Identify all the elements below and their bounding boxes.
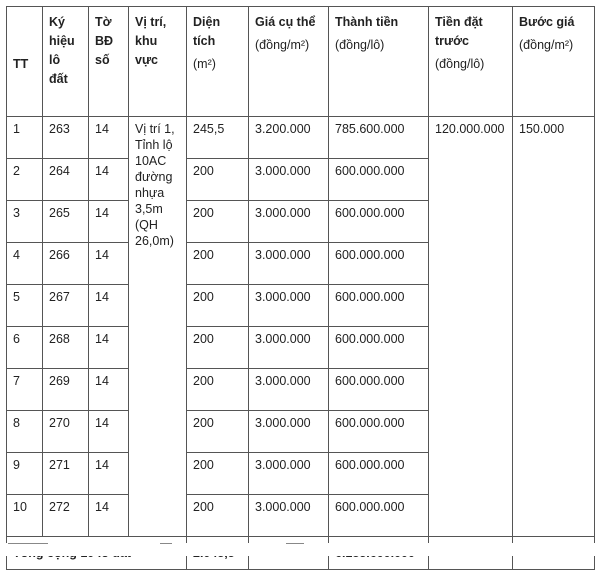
- cell-thanh-tien: 600.000.000: [329, 159, 429, 201]
- cell-tt: 7: [7, 369, 43, 411]
- cell-to: 14: [89, 495, 129, 537]
- cell-dien-tich: 200: [187, 495, 249, 537]
- cell-to: 14: [89, 159, 129, 201]
- cell-tt: 10: [7, 495, 43, 537]
- cell-gia: 3.000.000: [249, 453, 329, 495]
- cell-ky-hieu: 268: [43, 327, 89, 369]
- cell-dien-tich: 200: [187, 243, 249, 285]
- header-row: [7, 7, 595, 117]
- cell-dien-tich: 200: [187, 285, 249, 327]
- header-thanh-tien-unit: (đồng/lô): [335, 38, 385, 52]
- header-thanh-tien: [329, 7, 429, 117]
- header-dien-tich-unit: (m²): [193, 57, 216, 71]
- cell-ky-hieu: 265: [43, 201, 89, 243]
- cell-tt: 1: [7, 117, 43, 159]
- header-tt: TT: [7, 7, 43, 117]
- cell-dien-tich: 245,5: [187, 117, 249, 159]
- cell-tt: 4: [7, 243, 43, 285]
- cell-ky-hieu: 264: [43, 159, 89, 201]
- cell-ky-hieu: 271: [43, 453, 89, 495]
- cell-tt: 2: [7, 159, 43, 201]
- cell-ky-hieu: 267: [43, 285, 89, 327]
- table-body: [7, 117, 595, 537]
- cell-tt: 8: [7, 411, 43, 453]
- cell-to: 14: [89, 327, 129, 369]
- header-buoc-gia-unit: (đồng/m²): [519, 38, 574, 52]
- cell-gia: 3.000.000: [249, 201, 329, 243]
- location-cell: Vị trí 1, Tỉnh lộ 10AC đường nhựa 3,5m (QH 26,0m): [129, 117, 187, 537]
- deposit-cell: 120.000.000: [429, 117, 513, 537]
- cell-to: 14: [89, 201, 129, 243]
- cell-thanh-tien: 600.000.000: [329, 369, 429, 411]
- cell-dien-tich: 200: [187, 453, 249, 495]
- cell-to: 14: [89, 117, 129, 159]
- header-gia-label: Giá cụ thể: [255, 15, 316, 29]
- cell-gia: 3.000.000: [249, 285, 329, 327]
- cell-thanh-tien: 600.000.000: [329, 495, 429, 537]
- cell-thanh-tien: 600.000.000: [329, 411, 429, 453]
- header-thanh-tien-label: Thành tiền: [335, 15, 399, 29]
- cut-off-text-line: [0, 543, 601, 556]
- cell-tt: 6: [7, 327, 43, 369]
- cell-gia: 3.000.000: [249, 369, 329, 411]
- table-row: [7, 117, 595, 159]
- cell-gia: 3.000.000: [249, 327, 329, 369]
- cell-gia: 3.200.000: [249, 117, 329, 159]
- header-ky-hieu: Ký hiệu lô đất: [43, 7, 89, 117]
- cell-thanh-tien: 600.000.000: [329, 327, 429, 369]
- header-buoc-gia: [513, 7, 595, 117]
- header-buoc-gia-label: Bước giá: [519, 15, 575, 29]
- cell-to: 14: [89, 243, 129, 285]
- price-step-cell: 150.000: [513, 117, 595, 537]
- cell-dien-tich: 200: [187, 201, 249, 243]
- cell-ky-hieu: 272: [43, 495, 89, 537]
- cell-gia: 3.000.000: [249, 243, 329, 285]
- cell-ky-hieu: 270: [43, 411, 89, 453]
- cell-gia: 3.000.000: [249, 159, 329, 201]
- header-tien-dat-truoc: [429, 7, 513, 117]
- cell-thanh-tien: 785.600.000: [329, 117, 429, 159]
- cell-dien-tich: 200: [187, 159, 249, 201]
- header-vi-tri: Vị trí, khu vực: [129, 7, 187, 117]
- cell-tt: 3: [7, 201, 43, 243]
- cell-tt: 9: [7, 453, 43, 495]
- header-to-bd: Tờ BĐ số: [89, 7, 129, 117]
- header-tien-dat-truoc-label: Tiền đặt trước: [435, 15, 483, 48]
- cell-thanh-tien: 600.000.000: [329, 201, 429, 243]
- cell-dien-tich: 200: [187, 369, 249, 411]
- land-lots-table: [6, 6, 595, 570]
- cell-dien-tich: 200: [187, 327, 249, 369]
- cell-tt: 5: [7, 285, 43, 327]
- cell-thanh-tien: 600.000.000: [329, 285, 429, 327]
- cell-thanh-tien: 600.000.000: [329, 453, 429, 495]
- cell-ky-hieu: 266: [43, 243, 89, 285]
- cell-to: 14: [89, 411, 129, 453]
- cell-ky-hieu: 269: [43, 369, 89, 411]
- header-gia-unit: (đồng/m²): [255, 38, 310, 52]
- cell-to: 14: [89, 453, 129, 495]
- cell-to: 14: [89, 285, 129, 327]
- header-gia: [249, 7, 329, 117]
- cell-gia: 3.000.000: [249, 495, 329, 537]
- cell-thanh-tien: 600.000.000: [329, 243, 429, 285]
- cell-gia: 3.000.000: [249, 411, 329, 453]
- cell-dien-tich: 200: [187, 411, 249, 453]
- header-dien-tich: [187, 7, 249, 117]
- header-tien-dat-truoc-unit: (đồng/lô): [435, 57, 485, 71]
- cell-ky-hieu: 263: [43, 117, 89, 159]
- cell-to: 14: [89, 369, 129, 411]
- header-dien-tich-label: Diện tích: [193, 15, 221, 48]
